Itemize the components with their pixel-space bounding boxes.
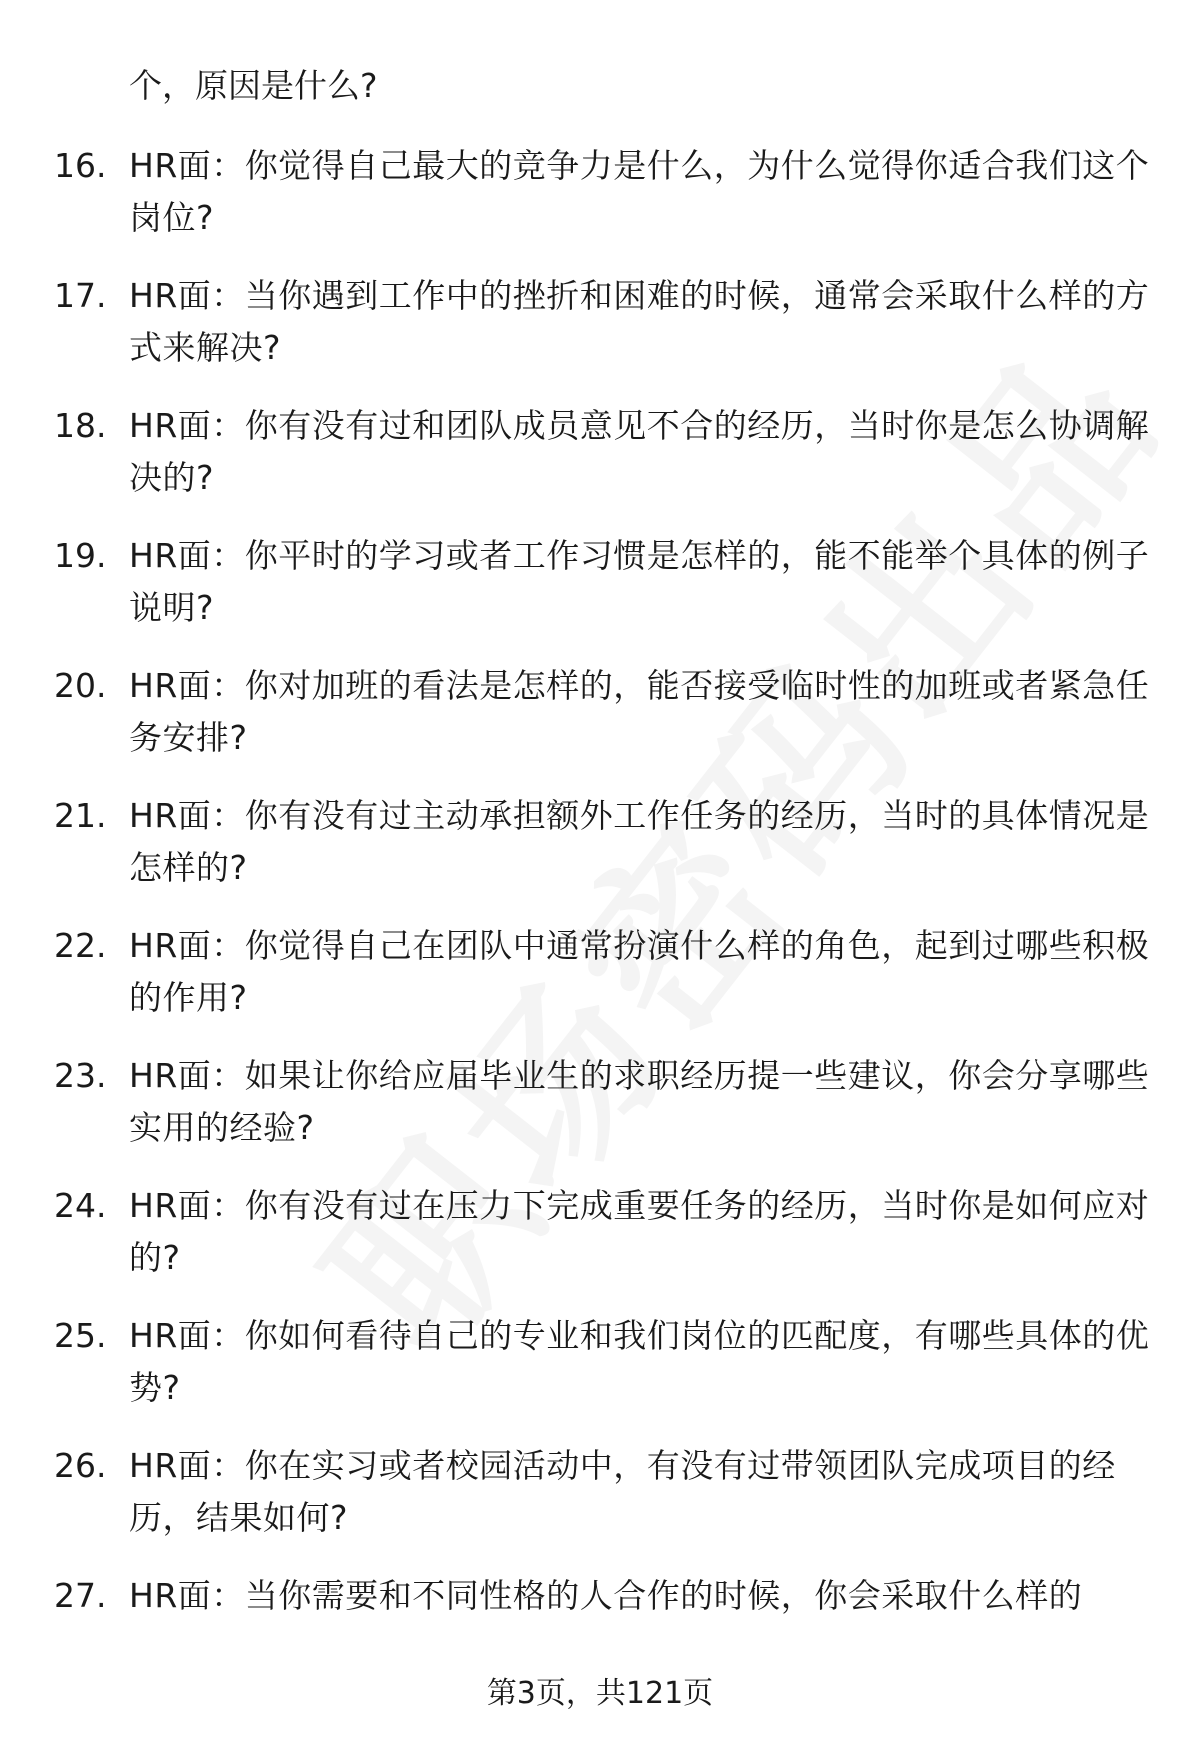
question-text: HR面：如果让你给应届毕业生的求职经历提一些建议，你会分享哪些实用的经验?	[129, 1056, 1150, 1147]
question-text: HR面：当你需要和不同性格的人合作的时候，你会采取什么样的	[129, 1576, 1083, 1615]
question-item	[0, 1050, 1200, 1180]
question-number: 20.	[54, 666, 107, 705]
question-text: HR面：你觉得自己在团队中通常扮演什么样的角色，起到过哪些积极的作用?	[129, 926, 1150, 1017]
question-text: HR面：你平时的学习或者工作习惯是怎样的，能不能举个具体的例子说明?	[129, 536, 1150, 627]
page-footer: 第3页，共121页	[486, 1676, 714, 1711]
question-item	[0, 530, 1200, 660]
question-number: 18.	[54, 406, 107, 445]
question-item	[0, 660, 1200, 790]
question-number: 19.	[54, 536, 107, 575]
question-item	[0, 270, 1200, 400]
question-text: HR面：你在实习或者校园活动中，有没有过带领团队完成项目的经历，结果如何?	[129, 1446, 1116, 1537]
question-number: 26.	[54, 1446, 107, 1485]
question-text: HR面：当你遇到工作中的挫折和困难的时候，通常会采取什么样的方式来解决?	[129, 276, 1150, 367]
question-item	[0, 140, 1200, 270]
question-text: HR面：你如何看待自己的专业和我们岗位的匹配度，有哪些具体的优势?	[129, 1316, 1150, 1407]
question-item	[0, 920, 1200, 1050]
question-item	[0, 400, 1200, 530]
question-item	[0, 790, 1200, 920]
question-item	[0, 1440, 1200, 1570]
question-number: 17.	[54, 276, 107, 315]
question-number: 16.	[54, 146, 107, 185]
question-number: 25.	[54, 1316, 107, 1355]
question-number: 24.	[54, 1186, 107, 1225]
question-list	[0, 140, 1200, 1700]
question-text: HR面：你对加班的看法是怎样的，能否接受临时性的加班或者紧急任务安排?	[129, 666, 1150, 757]
question-number: 27.	[54, 1576, 107, 1615]
question-text: HR面：你有没有过和团队成员意见不合的经历，当时你是怎么协调解决的?	[129, 406, 1150, 497]
question-number: 22.	[54, 926, 107, 965]
question-text: HR面：你有没有过主动承担额外工作任务的经历，当时的具体情况是怎样的?	[129, 796, 1150, 887]
question-text: HR面：你觉得自己最大的竞争力是什么，为什么觉得你适合我们这个岗位?	[129, 146, 1150, 237]
continuation-text: 个，原因是什么?	[129, 66, 378, 105]
question-item	[0, 1180, 1200, 1310]
question-text: HR面：你有没有过在压力下完成重要任务的经历，当时你是如何应对的?	[129, 1186, 1150, 1277]
question-item	[0, 1310, 1200, 1440]
question-number: 21.	[54, 796, 107, 835]
question-number: 23.	[54, 1056, 107, 1095]
